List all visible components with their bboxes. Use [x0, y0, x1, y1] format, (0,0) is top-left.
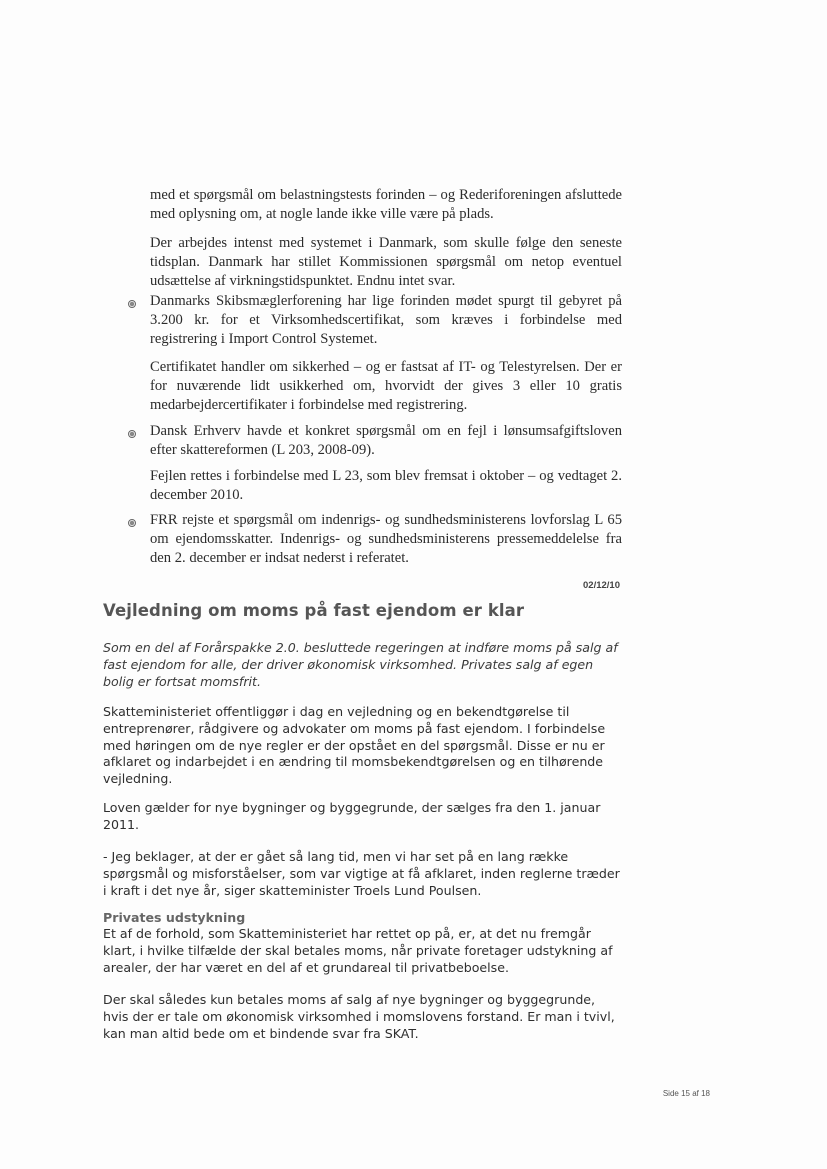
article-paragraph-2: Loven gælder for nye bygninger og byggegrunde, der sælges fra den 1. januar 2011. — [103, 800, 601, 832]
article-paragraph-3: - Jeg beklager, at der er gået så lang tid, men vi har set på en lang række spørgsmål og misforståelser, som var vigtige at få afklaret, inden reglerne træder i kraft i det nye år, siger skatteminister Troels Lund Poulsen. — [103, 849, 620, 898]
paragraph-fejlen-rettes: Fejlen rettes i forbindelse med L 23, som blev fremsat i oktober – og vedtaget 2. december 2010. — [150, 468, 622, 503]
article-heading: Vejledning om moms på fast ejendom er klar — [103, 601, 525, 620]
bullet-icon — [128, 519, 136, 527]
article-paragraph-5: Der skal således kun betales moms af salg af nye bygninger og byggegrunde, hvis der er tale om økonomisk virksomhed i momslovens forstand. Er man i tvivl, kan man altid bede om et bindende svar fra SKAT. — [103, 992, 615, 1041]
paragraph-rederiforeningen: med et spørgsmål om belastningstests forinden – og Rederiforeningen afsluttede med oplysning om, at nogle lande ikke ville være på plads. — [150, 187, 622, 222]
bullet-icon — [128, 430, 136, 438]
article-paragraph-4: Et af de forhold, som Skatteministeriet har rettet op på, er, at det nu fremgår klart, i hvilke tilfælde der skal betales moms, når private foretager udstykning af arealer, der har været en del af et grundareal til privatbeboelse. — [103, 926, 613, 975]
paragraph-frr: FRR rejste et spørgsmål om indenrigs- og sundhedsministerens lovforslag L 65 om ejendomsskatter. Indenrigs- og sundhedsministerens pressemeddelelse fra den 2. december er indsat nederst i referatet. — [150, 512, 622, 566]
paragraph-system-danmark: Der arbejdes intenst med systemet i Danmark, som skulle følge den seneste tidsplan. Danmark har stillet Kommissionen spørgsmål om netop eventuel udsættelse af virkningstidspunktet. Endnu intet svar. — [150, 235, 622, 289]
paragraph-certifikat: Certifikatet handler om sikkerhed – og er fastsat af IT- og Telestyrelsen. Der er for nuværende lidt usikkerhed om, hvorvidt der gives 3 eller 10 gratis medarbejdercertifikater i forbindelse med registrering. — [150, 359, 622, 413]
paragraph-skibsmaeglerforening: Danmarks Skibsmæglerforening har lige forinden mødet spurgt til gebyret på 3.200 kr. for et Virksomhedscertifikat, som kræves i forbindelse med registrering i Import Control Systemet. — [150, 293, 622, 347]
article-paragraph-1: Skatteministeriet offentliggør i dag en vejledning og en bekendtgørelse til entreprenører, rådgivere og advokater om moms på fast ejendom. I forbindelse med høringen om de nye regler er der opstået en del spørgsmål. Disse er nu er afklaret og indarbejdet i en ændring til momsbekendtgørelsen og en tilhørende vejledning. — [103, 704, 606, 787]
date-label: 02/12/10 — [583, 580, 620, 591]
article-intro: Som en del af Forårspakke 2.0. besluttede regeringen at indføre moms på salg af fast ejendom for alle, der driver økonomisk virksomhed. Privates salg af egen bolig er fortsat momsfrit. — [103, 640, 618, 689]
page-number: Side 15 af 18 — [662, 1089, 710, 1098]
bullet-icon — [128, 300, 136, 308]
paragraph-dansk-erhverv: Dansk Erhverv havde et konkret spørgsmål om en fejl i lønsumsafgiftsloven efter skattereformen (L 203, 2008-09). — [150, 423, 622, 458]
article-subheading: Privates udstykning — [103, 910, 246, 925]
